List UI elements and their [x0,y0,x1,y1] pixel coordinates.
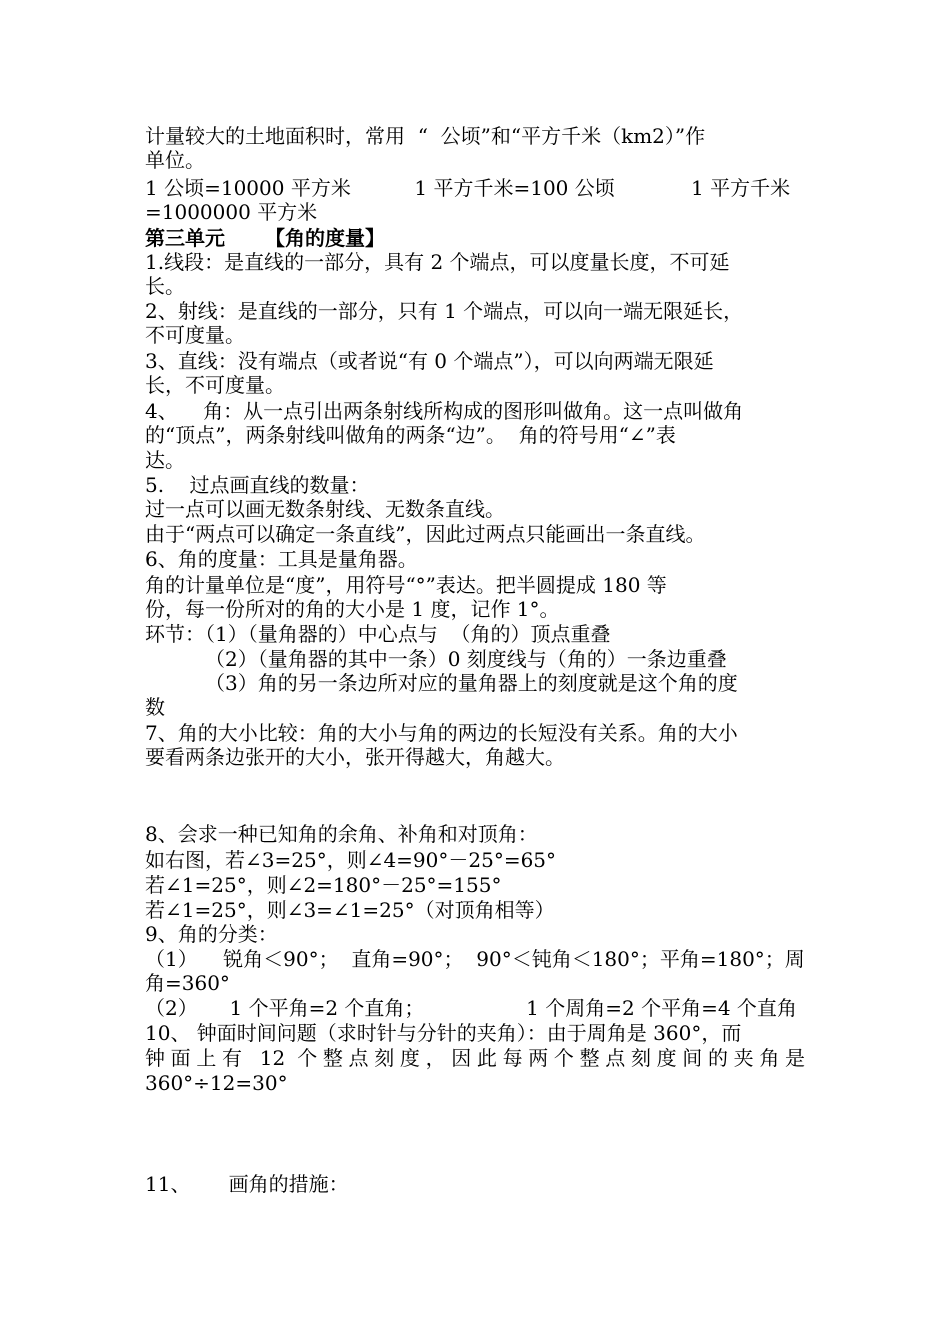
text-line: （3）角的另一条边所对应的量角器上的刻度就是这个角的度 [205,671,738,695]
text-line: 2、射线：是直线的一部分，只有 1 个端点，可以向一端无限延长， [145,299,744,323]
text-line: 环节：（1）（量角器的）中心点与 （角的）顶点重叠 [145,622,611,646]
text-line: 不可度量。 [145,323,245,347]
text-line: 4、 角：从一点引出两条射线所构成的图形叫做角。这一点叫做角 [145,399,744,423]
text-line: （1） 锐角＜90°； 直角=90°； 90°＜钝角＜180°；平角=180°；周 [145,947,805,971]
text-line: 过一点可以画无数条射线、无数条直线。 [145,497,505,521]
text-line: （2） 1 个平角=2 个直角； 1 个周角=2 个平角=4 个直角 [145,996,797,1020]
text-line: 11、 画角的措施： [145,1172,349,1196]
text-line: （2）（量角器的其中一条）0 刻度线与（角的）一条边重叠 [205,647,727,671]
text-line: 钟面上有 12 个整点刻度，因此每两个整点刻度间的夹角是 [145,1046,805,1070]
text-line: 若∠1=25°，则∠3=∠1=25°（对顶角相等） [145,898,555,922]
text-line: 9、角的分类： [145,922,278,946]
text-line: 1 公顷=10000 平方米 1 平方千米=100 公顷 1 平方千米 [145,176,791,200]
text-line: 若∠1=25°，则∠2=180°－25°=155° [145,873,502,897]
text-line: 达。 [145,448,185,472]
text-line: 8、会求一种已知角的余角、补角和对顶角： [145,822,538,846]
text-line: 计量较大的土地面积时，常用 “ 公顷”和“平方千米（km2）”作 [145,124,706,148]
text-line: 如右图，若∠3=25°，则∠4=90°－25°=65° [145,848,557,872]
text-line: 单位。 [145,148,205,172]
text-line: 1.线段：是直线的一部分，具有 2 个端点，可以度量长度，不可延 [145,250,730,274]
text-line: 要看两条边张开的大小，张开得越大，角越大。 [145,745,565,769]
text-line: 360°÷12=30° [145,1071,288,1095]
text-line: 3、直线：没有端点（或者说“有 0 个端点”），可以向两端无限延 [145,349,714,373]
text-line: 角的计量单位是“度”，用符号“°”表达。把半圆提成 180 等 [145,573,667,597]
text-line: =1000000 平方米 [145,200,318,224]
text-line: 由于“两点可以确定一条直线”，因此过两点只能画出一条直线。 [145,522,706,546]
text-line: 7、角的大小比较：角的大小与角的两边的长短没有关系。角的大小 [145,721,738,745]
text-line: 的“顶点”，两条射线叫做角的两条“边”。 角的符号用“∠”表 [145,423,676,447]
text-line: 角=360° [145,971,230,995]
text-line: 份，每一份所对的角的大小是 1 度，记作 1°。 [145,597,560,621]
unit-title: 【角的度量】 [265,226,385,250]
text-line: 10、 钟面时间问题（求时针与分针的夹角）：由于周角是 360°，而 [145,1021,742,1045]
text-line: 长。 [145,274,185,298]
text-line: 长，不可度量。 [145,373,285,397]
unit-heading: 第三单元 [145,226,225,250]
text-line: 6、角的度量：工具是量角器。 [145,547,418,571]
text-line: 数 [145,695,165,719]
text-line: 5. 过点画直线的数量： [145,473,370,497]
